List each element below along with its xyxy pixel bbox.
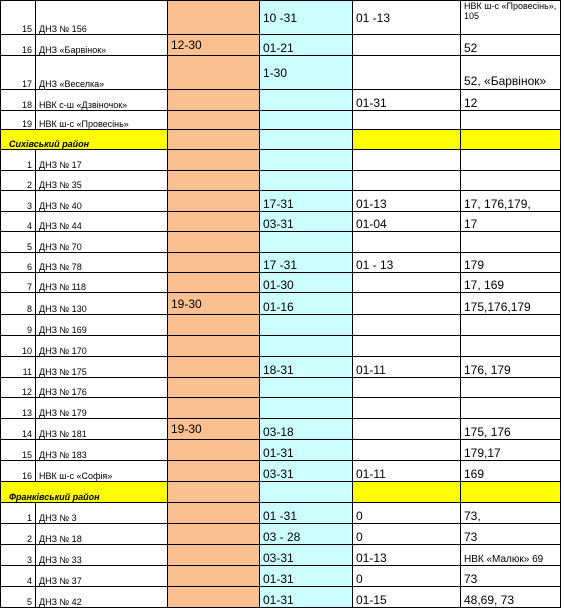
section-empty-cell xyxy=(260,482,353,503)
period-b-cell xyxy=(260,171,353,191)
row-number-cell: 16 xyxy=(1,35,36,56)
period-b-cell: 01-30 xyxy=(260,273,353,293)
reassignment-cell xyxy=(461,378,561,398)
period-c-cell: 0 xyxy=(353,524,461,545)
period-a-cell xyxy=(168,191,260,212)
institution-name-cell: ДНЗ № 170 xyxy=(36,336,168,357)
table-row xyxy=(1,587,561,608)
period-c-cell xyxy=(353,440,461,461)
institution-name-cell: НВК с-ш «Дзвіночок» xyxy=(36,90,168,111)
reassignment-cell: 52, «Барвінок» xyxy=(461,56,561,90)
period-a-cell xyxy=(168,253,260,273)
period-a-cell xyxy=(168,90,260,111)
institution-name-cell: ДНЗ № 42 xyxy=(36,587,168,608)
reassignment-cell: НВК «Малюк» 69 xyxy=(461,545,561,566)
period-a-cell xyxy=(168,503,260,524)
institution-name-cell: ДНЗ № 18 xyxy=(36,524,168,545)
period-a-cell: 19-30 xyxy=(168,419,260,440)
reassignment-cell: 17 xyxy=(461,212,561,232)
period-a-cell xyxy=(168,461,260,482)
period-c-cell: 01 -13 xyxy=(353,1,461,35)
reassignment-cell: 17, 169 xyxy=(461,273,561,293)
period-b-cell: 10 -31 xyxy=(260,1,353,35)
period-c-cell xyxy=(353,232,461,253)
reassignment-cell: 73, xyxy=(461,503,561,524)
table-row xyxy=(1,253,561,273)
period-a-cell xyxy=(168,524,260,545)
institution-name-cell: ДНЗ № 17 xyxy=(36,150,168,171)
period-c-cell: 01-04 xyxy=(353,212,461,232)
period-c-cell xyxy=(353,56,461,90)
table-row xyxy=(1,398,561,419)
table-row xyxy=(1,315,561,336)
reassignment-cell: 12 xyxy=(461,90,561,111)
period-b-cell: 01-21 xyxy=(260,35,353,56)
period-c-cell xyxy=(353,315,461,336)
row-number-cell: 11 xyxy=(1,357,36,378)
section-title: Сихівський район xyxy=(1,130,168,150)
section-title: Франківський район xyxy=(1,482,168,503)
period-c-cell xyxy=(353,398,461,419)
table-row xyxy=(1,232,561,253)
period-b-cell: 01 -31 xyxy=(260,503,353,524)
row-number-cell: 13 xyxy=(1,398,36,419)
table-row xyxy=(1,357,561,378)
table-row xyxy=(1,545,561,566)
period-a-cell xyxy=(168,171,260,191)
table-row xyxy=(1,56,561,90)
reassignment-cell: 175,176,179 xyxy=(461,293,561,315)
table-row xyxy=(1,111,561,130)
table-row xyxy=(1,524,561,545)
period-b-cell xyxy=(260,378,353,398)
period-c-cell xyxy=(353,171,461,191)
institution-name-cell: ДНЗ № 3 xyxy=(36,503,168,524)
institution-name-cell: ДНЗ № 33 xyxy=(36,545,168,566)
period-c-cell xyxy=(353,111,461,130)
period-b-cell: 1-30 xyxy=(260,56,353,90)
period-c-cell xyxy=(353,378,461,398)
reassignment-cell: НВК ш-с «Провесінь», 105 xyxy=(461,1,561,35)
reassignment-cell xyxy=(461,315,561,336)
table-row xyxy=(1,461,561,482)
row-number-cell: 3 xyxy=(1,545,36,566)
period-c-cell: 0 xyxy=(353,566,461,587)
period-a-cell xyxy=(168,212,260,232)
institution-name-cell: ДНЗ № 181 xyxy=(36,419,168,440)
reassignment-cell: 175, 176 xyxy=(461,419,561,440)
reassignment-cell: 73 xyxy=(461,524,561,545)
institution-name-cell: ДНЗ № 130 xyxy=(36,293,168,315)
period-c-cell: 01-13 xyxy=(353,545,461,566)
reassignment-cell: 73 xyxy=(461,566,561,587)
table-row xyxy=(1,419,561,440)
table-row xyxy=(1,150,561,171)
period-b-cell: 03-31 xyxy=(260,461,353,482)
section-empty-cell xyxy=(168,130,260,150)
period-c-cell: 01 - 13 xyxy=(353,253,461,273)
reassignment-cell: 169 xyxy=(461,461,561,482)
institution-name-cell: ДНЗ № 70 xyxy=(36,232,168,253)
period-b-cell: 01-16 xyxy=(260,293,353,315)
period-b-cell: 03-18 xyxy=(260,419,353,440)
period-a-cell xyxy=(168,440,260,461)
section-empty-cell xyxy=(168,482,260,503)
row-number-cell: 14 xyxy=(1,419,36,440)
row-number-cell: 12 xyxy=(1,378,36,398)
table-body xyxy=(1,1,561,608)
reassignment-cell xyxy=(461,398,561,419)
row-number-cell: 15 xyxy=(1,1,36,35)
period-b-cell: 01-31 xyxy=(260,587,353,608)
period-a-cell xyxy=(168,1,260,35)
institution-name-cell: ДНЗ «Барвінок» xyxy=(36,35,168,56)
table-row xyxy=(1,378,561,398)
period-a-cell xyxy=(168,232,260,253)
period-a-cell xyxy=(168,587,260,608)
period-b-cell xyxy=(260,398,353,419)
period-a-cell xyxy=(168,111,260,130)
period-a-cell xyxy=(168,357,260,378)
row-number-cell: 19 xyxy=(1,111,36,130)
period-a-cell xyxy=(168,378,260,398)
row-number-cell: 8 xyxy=(1,293,36,315)
section-empty-cell xyxy=(461,482,561,503)
period-a-cell xyxy=(168,273,260,293)
reassignment-cell: 17, 176,179, xyxy=(461,191,561,212)
row-number-cell: 2 xyxy=(1,524,36,545)
period-a-cell: 19-30 xyxy=(168,293,260,315)
table-row xyxy=(1,1,561,35)
period-c-cell xyxy=(353,293,461,315)
section-header-row xyxy=(1,130,561,150)
institution-name-cell: ДНЗ № 44 xyxy=(36,212,168,232)
period-a-cell xyxy=(168,150,260,171)
row-number-cell: 10 xyxy=(1,336,36,357)
period-c-cell: 01-11 xyxy=(353,357,461,378)
period-b-cell: 17-31 xyxy=(260,191,353,212)
institution-name-cell: ДНЗ № 78 xyxy=(36,253,168,273)
period-b-cell: 01-31 xyxy=(260,566,353,587)
section-empty-cell xyxy=(461,130,561,150)
institution-name-cell: ДНЗ № 156 xyxy=(36,1,168,35)
period-b-cell xyxy=(260,232,353,253)
period-a-cell xyxy=(168,566,260,587)
table-row xyxy=(1,566,561,587)
period-c-cell: 0 xyxy=(353,503,461,524)
row-number-cell: 4 xyxy=(1,566,36,587)
period-a-cell xyxy=(168,545,260,566)
period-c-cell xyxy=(353,273,461,293)
reassignment-cell: 52 xyxy=(461,35,561,56)
period-c-cell xyxy=(353,419,461,440)
section-header-row xyxy=(1,482,561,503)
period-b-cell: 18-31 xyxy=(260,357,353,378)
period-a-cell xyxy=(168,398,260,419)
period-c-cell: 01-11 xyxy=(353,461,461,482)
period-b-cell xyxy=(260,336,353,357)
institution-name-cell: ДНЗ № 183 xyxy=(36,440,168,461)
table-row xyxy=(1,503,561,524)
reassignment-cell xyxy=(461,171,561,191)
period-c-cell xyxy=(353,150,461,171)
reassignment-cell xyxy=(461,336,561,357)
period-a-cell: 12-30 xyxy=(168,35,260,56)
period-c-cell: 01-31 xyxy=(353,90,461,111)
institution-name-cell: ДНЗ № 40 xyxy=(36,191,168,212)
table-row xyxy=(1,273,561,293)
row-number-cell: 16 xyxy=(1,461,36,482)
table-row xyxy=(1,191,561,212)
period-b-cell: 03-31 xyxy=(260,545,353,566)
table-row xyxy=(1,35,561,56)
row-number-cell: 5 xyxy=(1,232,36,253)
row-number-cell: 1 xyxy=(1,150,36,171)
row-number-cell: 4 xyxy=(1,212,36,232)
institution-name-cell: НВК ш-с «Провесінь» xyxy=(36,111,168,130)
row-number-cell: 5 xyxy=(1,587,36,608)
institution-name-cell: ДНЗ № 179 xyxy=(36,398,168,419)
period-c-cell: 01-13 xyxy=(353,191,461,212)
row-number-cell: 6 xyxy=(1,253,36,273)
period-b-cell: 17 -31 xyxy=(260,253,353,273)
table-row xyxy=(1,336,561,357)
row-number-cell: 17 xyxy=(1,56,36,90)
reassignment-cell: 179,17 xyxy=(461,440,561,461)
period-b-cell xyxy=(260,315,353,336)
period-b-cell xyxy=(260,150,353,171)
row-number-cell: 18 xyxy=(1,90,36,111)
table-row xyxy=(1,440,561,461)
institution-name-cell: НВК ш-с «Софія» xyxy=(36,461,168,482)
row-number-cell: 1 xyxy=(1,503,36,524)
period-a-cell xyxy=(168,56,260,90)
reassignment-cell xyxy=(461,111,561,130)
period-b-cell: 01-31 xyxy=(260,440,353,461)
period-b-cell: 03 - 28 xyxy=(260,524,353,545)
reassignment-cell: 48,69, 73 xyxy=(461,587,561,608)
row-number-cell: 9 xyxy=(1,315,36,336)
period-c-cell xyxy=(353,336,461,357)
row-number-cell: 2 xyxy=(1,171,36,191)
period-c-cell xyxy=(353,35,461,56)
reassignment-cell xyxy=(461,232,561,253)
row-number-cell: 3 xyxy=(1,191,36,212)
table-row xyxy=(1,212,561,232)
section-empty-cell xyxy=(353,130,461,150)
institution-name-cell: ДНЗ № 35 xyxy=(36,171,168,191)
period-a-cell xyxy=(168,315,260,336)
period-b-cell xyxy=(260,111,353,130)
period-c-cell: 01-15 xyxy=(353,587,461,608)
institution-name-cell: ДНЗ № 37 xyxy=(36,566,168,587)
table-row xyxy=(1,171,561,191)
institution-name-cell: ДНЗ «Веселка» xyxy=(36,56,168,90)
section-empty-cell xyxy=(353,482,461,503)
reassignment-cell xyxy=(461,150,561,171)
row-number-cell: 15 xyxy=(1,440,36,461)
reassignment-cell: 176, 179 xyxy=(461,357,561,378)
institution-name-cell: ДНЗ № 169 xyxy=(36,315,168,336)
institution-name-cell: ДНЗ № 175 xyxy=(36,357,168,378)
period-a-cell xyxy=(168,336,260,357)
table-row xyxy=(1,293,561,315)
row-number-cell: 7 xyxy=(1,273,36,293)
table-row xyxy=(1,90,561,111)
reassignment-cell: 179 xyxy=(461,253,561,273)
section-empty-cell xyxy=(260,130,353,150)
period-b-cell: 03-31 xyxy=(260,212,353,232)
institution-name-cell: ДНЗ № 176 xyxy=(36,378,168,398)
institution-name-cell: ДНЗ № 118 xyxy=(36,273,168,293)
period-b-cell xyxy=(260,90,353,111)
